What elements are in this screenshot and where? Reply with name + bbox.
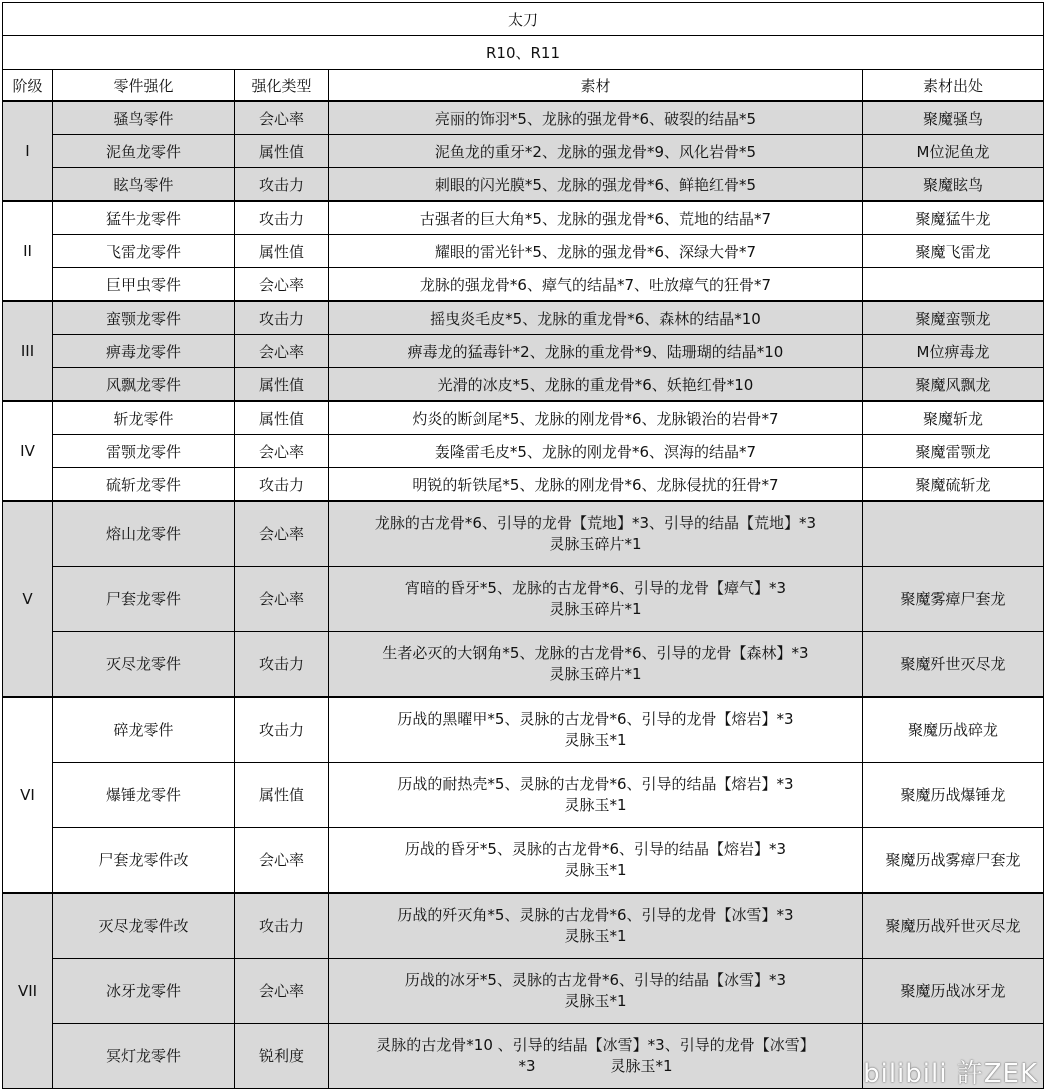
part-cell: 冰牙龙零件 bbox=[53, 959, 235, 1024]
source-cell: 聚魔雾瘴尸套龙 bbox=[863, 567, 1044, 632]
table-row bbox=[3, 697, 1044, 763]
upgrade-type-cell: 攻击力 bbox=[235, 201, 329, 235]
source-cell: 聚魔历战碎龙 bbox=[863, 697, 1044, 763]
material-cell bbox=[329, 101, 863, 135]
upgrade-type-cell: 属性值 bbox=[235, 763, 329, 828]
material-line: 龙脉的强龙骨*6、瘴气的结晶*7、吐放瘴气的狂骨*7 bbox=[419, 275, 772, 294]
upgrade-type-cell: 会心率 bbox=[235, 335, 329, 368]
material-line: 灵脉的古龙骨*10 、引导的结晶【冰雪】*3、引导的龙骨【冰雪】 bbox=[376, 1036, 815, 1054]
material-line: 龙脉的古龙骨*6、引导的龙骨【荒地】*3、引导的结晶【荒地】*3 bbox=[374, 514, 817, 532]
table-row bbox=[3, 401, 1044, 435]
part-cell: 雷颚龙零件 bbox=[53, 435, 235, 468]
table-row bbox=[3, 268, 1044, 302]
upgrade-type-cell: 会心率 bbox=[235, 268, 329, 302]
upgrade-type-cell: 会心率 bbox=[235, 501, 329, 567]
table-row bbox=[3, 567, 1044, 632]
part-cell: 泥鱼龙零件 bbox=[53, 135, 235, 168]
upgrade-type-cell: 攻击力 bbox=[235, 301, 329, 335]
table-row bbox=[3, 335, 1044, 368]
source-cell: 聚魔风飘龙 bbox=[863, 368, 1044, 402]
material-cell bbox=[329, 301, 863, 335]
upgrade-type-cell: 会心率 bbox=[235, 435, 329, 468]
table-subtitle: R10、R11 bbox=[3, 36, 1044, 70]
table-row bbox=[3, 632, 1044, 698]
material-line: 灵脉玉碎片*1 bbox=[549, 600, 642, 618]
material-line: 明锐的斩铁尾*5、龙脉的刚龙骨*6、龙脉侵扰的狂骨*7 bbox=[412, 475, 779, 494]
header-type: 强化类型 bbox=[235, 70, 329, 102]
material-cell bbox=[329, 401, 863, 435]
material-cell bbox=[329, 268, 863, 302]
material-cell bbox=[329, 697, 863, 763]
material-line: 古强者的巨大角*5、龙脉的强龙骨*6、荒地的结晶*7 bbox=[419, 209, 772, 228]
source-cell: 聚魔蛮颚龙 bbox=[863, 301, 1044, 335]
table-row bbox=[3, 135, 1044, 168]
part-cell: 眩鸟零件 bbox=[53, 168, 235, 202]
material-line: 历战的冰牙*5、灵脉的古龙骨*6、引导的结晶【冰雪】*3 bbox=[404, 971, 787, 989]
material-line: 宵暗的昏牙*5、龙脉的古龙骨*6、引导的龙骨【瘴气】*3 bbox=[404, 579, 787, 597]
source-cell: M位痹毒龙 bbox=[863, 335, 1044, 368]
material-line: 摇曳炎毛皮*5、龙脉的重龙骨*6、森林的结晶*10 bbox=[430, 309, 761, 328]
material-line: 灵脉玉*1 bbox=[564, 927, 627, 945]
tier-label: VII bbox=[3, 893, 53, 1089]
material-line: 轰隆雷毛皮*5、龙脉的刚龙骨*6、溟海的结晶*7 bbox=[434, 442, 757, 461]
material-line: 生者必灭的大钢角*5、龙脉的古龙骨*6、引导的龙骨【森林】*3 bbox=[382, 644, 809, 662]
weapon-upgrade-table bbox=[2, 2, 1044, 1089]
table-row bbox=[3, 468, 1044, 502]
material-cell bbox=[329, 632, 863, 698]
header-material: 素材 bbox=[329, 70, 863, 102]
source-cell: 聚魔眩鸟 bbox=[863, 168, 1044, 202]
source-cell: 聚魔斩龙 bbox=[863, 401, 1044, 435]
upgrade-type-cell: 属性值 bbox=[235, 368, 329, 402]
material-cell bbox=[329, 468, 863, 502]
tier-label: III bbox=[3, 301, 53, 401]
upgrade-type-cell: 会心率 bbox=[235, 101, 329, 135]
source-cell: 聚魔历战爆锤龙 bbox=[863, 763, 1044, 828]
material-line: 光滑的冰皮*5、龙脉的重龙骨*6、妖艳红骨*10 bbox=[437, 375, 754, 394]
upgrade-type-cell: 攻击力 bbox=[235, 697, 329, 763]
material-cell bbox=[329, 567, 863, 632]
material-cell bbox=[329, 1024, 863, 1089]
tier-label: V bbox=[3, 501, 53, 697]
source-cell: 聚魔飞雷龙 bbox=[863, 235, 1044, 268]
table-row bbox=[3, 893, 1044, 959]
part-cell: 痹毒龙零件 bbox=[53, 335, 235, 368]
material-line: 刺眼的闪光膜*5、龙脉的强龙骨*6、鲜艳红骨*5 bbox=[434, 175, 757, 194]
table-row bbox=[3, 368, 1044, 402]
part-cell: 飞雷龙零件 bbox=[53, 235, 235, 268]
source-cell: 聚魔硫斩龙 bbox=[863, 468, 1044, 502]
part-cell: 灭尽龙零件改 bbox=[53, 893, 235, 959]
upgrade-type-cell: 会心率 bbox=[235, 828, 329, 894]
table-row bbox=[3, 435, 1044, 468]
table-row bbox=[3, 168, 1044, 202]
part-cell: 熔山龙零件 bbox=[53, 501, 235, 567]
header-tier: 阶级 bbox=[3, 70, 53, 102]
part-cell: 斩龙零件 bbox=[53, 401, 235, 435]
source-cell bbox=[863, 268, 1044, 302]
material-line: 历战的黑曜甲*5、灵脉的古龙骨*6、引导的龙骨【熔岩】*3 bbox=[397, 710, 794, 728]
source-cell: 聚魔歼世灭尽龙 bbox=[863, 632, 1044, 698]
upgrade-type-cell: 攻击力 bbox=[235, 168, 329, 202]
source-cell: M位泥鱼龙 bbox=[863, 135, 1044, 168]
material-line: 灵脉玉碎片*1 bbox=[549, 665, 642, 683]
part-cell: 硫斩龙零件 bbox=[53, 468, 235, 502]
table-row bbox=[3, 501, 1044, 567]
part-cell: 猛牛龙零件 bbox=[53, 201, 235, 235]
material-line: 灼炎的断剑尾*5、龙脉的刚龙骨*6、龙脉锻治的岩骨*7 bbox=[412, 409, 779, 428]
material-cell bbox=[329, 828, 863, 894]
bilibili-watermark: bilibili 許ZEK bbox=[863, 1059, 1038, 1089]
upgrade-type-cell: 锐利度 bbox=[235, 1024, 329, 1089]
table-row bbox=[3, 763, 1044, 828]
material-cell bbox=[329, 435, 863, 468]
upgrade-type-cell: 攻击力 bbox=[235, 893, 329, 959]
source-cell: 聚魔历战冰牙龙 bbox=[863, 959, 1044, 1024]
material-cell bbox=[329, 368, 863, 402]
material-cell bbox=[329, 501, 863, 567]
material-line: *3 灵脉玉*1 bbox=[518, 1057, 673, 1075]
material-cell bbox=[329, 335, 863, 368]
material-line: 泥鱼龙的重牙*2、龙脉的强龙骨*9、风化岩骨*5 bbox=[434, 142, 757, 161]
upgrade-type-cell: 会心率 bbox=[235, 567, 329, 632]
upgrade-type-cell: 会心率 bbox=[235, 959, 329, 1024]
source-cell: 聚魔历战歼世灭尽龙 bbox=[863, 893, 1044, 959]
source-cell: 聚魔雷颚龙 bbox=[863, 435, 1044, 468]
material-line: 灵脉玉*1 bbox=[564, 861, 627, 879]
material-line: 历战的歼灭角*5、灵脉的古龙骨*6、引导的龙骨【冰雪】*3 bbox=[397, 906, 794, 924]
material-line: 历战的耐热壳*5、灵脉的古龙骨*6、引导的结晶【熔岩】*3 bbox=[397, 775, 794, 793]
part-cell: 碎龙零件 bbox=[53, 697, 235, 763]
header-part: 零件强化 bbox=[53, 70, 235, 102]
upgrade-type-cell: 属性值 bbox=[235, 401, 329, 435]
table-row bbox=[3, 101, 1044, 135]
upgrade-type-cell: 属性值 bbox=[235, 135, 329, 168]
tier-label: II bbox=[3, 201, 53, 301]
material-cell bbox=[329, 135, 863, 168]
part-cell: 灭尽龙零件 bbox=[53, 632, 235, 698]
material-cell bbox=[329, 763, 863, 828]
part-cell: 爆锤龙零件 bbox=[53, 763, 235, 828]
part-cell: 蛮颚龙零件 bbox=[53, 301, 235, 335]
part-cell: 风飘龙零件 bbox=[53, 368, 235, 402]
material-line: 耀眼的雷光针*5、龙脉的强龙骨*6、深绿大骨*7 bbox=[434, 242, 757, 261]
header-source: 素材出处 bbox=[863, 70, 1044, 102]
table-row bbox=[3, 301, 1044, 335]
part-cell: 骚鸟零件 bbox=[53, 101, 235, 135]
material-line: 痹毒龙的猛毒针*2、龙脉的重龙骨*9、陆珊瑚的结晶*10 bbox=[407, 342, 784, 361]
table-row bbox=[3, 959, 1044, 1024]
source-cell bbox=[863, 501, 1044, 567]
material-cell bbox=[329, 959, 863, 1024]
table-title: 太刀 bbox=[3, 3, 1044, 36]
material-line: 灵脉玉*1 bbox=[564, 992, 627, 1010]
material-cell bbox=[329, 168, 863, 202]
upgrade-type-cell: 属性值 bbox=[235, 235, 329, 268]
material-line: 灵脉玉*1 bbox=[564, 796, 627, 814]
material-line: 灵脉玉碎片*1 bbox=[549, 535, 642, 553]
table-row bbox=[3, 201, 1044, 235]
upgrade-type-cell: 攻击力 bbox=[235, 468, 329, 502]
source-cell: 聚魔骚鸟 bbox=[863, 101, 1044, 135]
tier-label: I bbox=[3, 101, 53, 201]
part-cell: 巨甲虫零件 bbox=[53, 268, 235, 302]
table-row bbox=[3, 828, 1044, 894]
part-cell: 冥灯龙零件 bbox=[53, 1024, 235, 1089]
source-cell: 聚魔历战雾瘴尸套龙 bbox=[863, 828, 1044, 894]
upgrade-type-cell: 攻击力 bbox=[235, 632, 329, 698]
part-cell: 尸套龙零件改 bbox=[53, 828, 235, 894]
material-cell bbox=[329, 201, 863, 235]
tier-label: VI bbox=[3, 697, 53, 893]
material-cell bbox=[329, 893, 863, 959]
material-cell bbox=[329, 235, 863, 268]
material-line: 灵脉玉*1 bbox=[564, 731, 627, 749]
tier-label: IV bbox=[3, 401, 53, 501]
part-cell: 尸套龙零件 bbox=[53, 567, 235, 632]
material-line: 亮丽的饰羽*5、龙脉的强龙骨*6、破裂的结晶*5 bbox=[434, 109, 757, 128]
source-cell: 聚魔猛牛龙 bbox=[863, 201, 1044, 235]
table-row bbox=[3, 235, 1044, 268]
material-line: 历战的昏牙*5、灵脉的古龙骨*6、引导的结晶【熔岩】*3 bbox=[404, 840, 787, 858]
